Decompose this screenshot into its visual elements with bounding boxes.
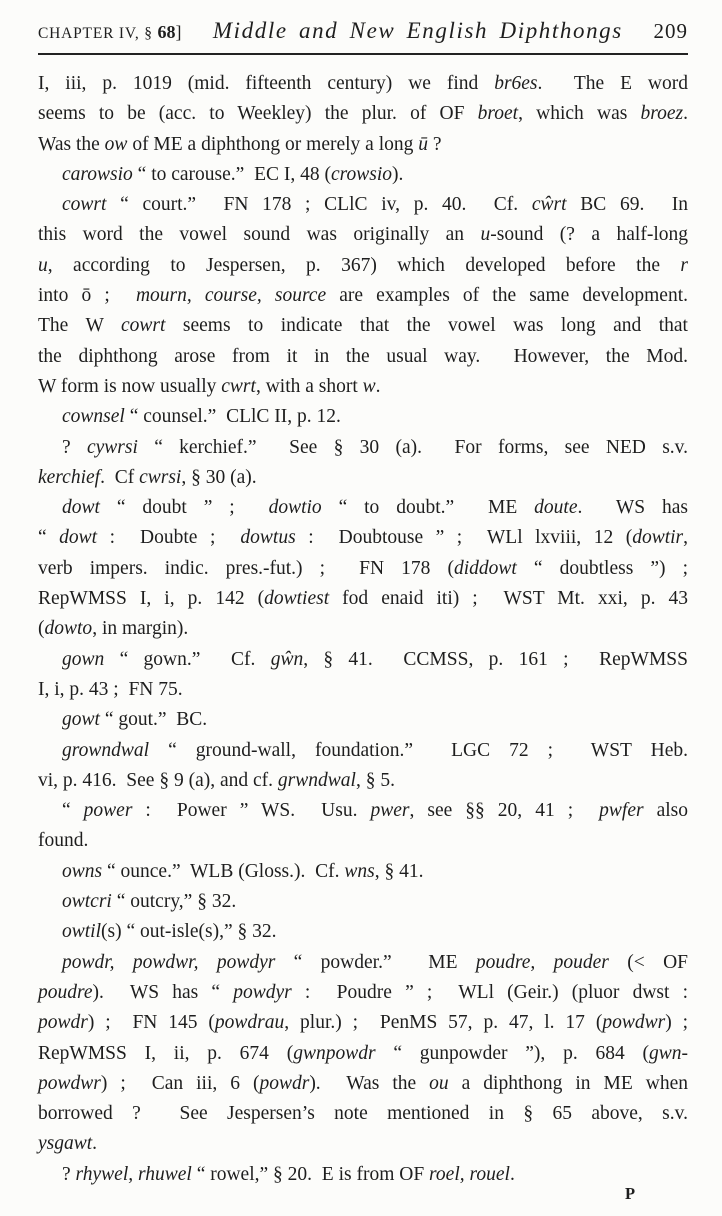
italic-text-segment: cownsel bbox=[62, 406, 125, 428]
text-segment: . bbox=[683, 103, 688, 125]
text-segment: “ kerchief.” See § 30 (a). For forms, see NED s.v. bbox=[137, 436, 689, 458]
text-segment: : Doubte ; bbox=[97, 527, 241, 549]
text-segment: fod enaid iti) ; WST Mt. xxi, p. 43 bbox=[329, 588, 688, 610]
chapter-label-text: CHAPTER IV, § bbox=[38, 25, 158, 42]
running-header bbox=[38, 18, 688, 44]
text-segment: ). Was the bbox=[309, 1072, 430, 1094]
text-line bbox=[38, 69, 688, 99]
text-segment: RepWMSS I, i, p. 142 ( bbox=[38, 588, 265, 610]
italic-text-segment: powdyr bbox=[233, 981, 292, 1003]
italic-text-segment: ow bbox=[104, 133, 128, 155]
text-line bbox=[38, 1129, 688, 1159]
text-segment: I, i, p. 43 ; FN 75. bbox=[38, 678, 183, 700]
text-line bbox=[38, 523, 688, 553]
page-title: Middle and New English Diphthongs bbox=[212, 18, 623, 43]
text-line bbox=[38, 1069, 688, 1099]
italic-text-segment: cŵrt bbox=[531, 194, 567, 216]
italic-text-segment: powdr bbox=[259, 1072, 310, 1094]
text-segment: “ powder.” ME bbox=[275, 951, 476, 973]
text-line bbox=[38, 584, 688, 614]
text-segment: “ gout.” BC. bbox=[99, 709, 208, 731]
text-segment: “ outcry,” § 32. bbox=[111, 891, 237, 913]
chapter-section-number: 68 bbox=[157, 22, 176, 42]
text-segment: seems to be (acc. to Weekley) the plur. of OF bbox=[38, 103, 478, 125]
chapter-label-bracket: ] bbox=[175, 22, 183, 42]
header-rule bbox=[38, 53, 688, 55]
italic-text-segment: dowtiest bbox=[264, 588, 330, 610]
text-segment: , which was bbox=[518, 103, 641, 125]
text-line bbox=[38, 493, 688, 523]
chapter-label bbox=[38, 22, 182, 43]
text-segment: RepWMSS I, ii, p. 674 ( bbox=[38, 1042, 294, 1064]
text-line bbox=[38, 463, 688, 493]
text-segment: , bbox=[683, 527, 689, 549]
italic-text-segment: ou bbox=[429, 1072, 449, 1094]
text-segment: into ō ; bbox=[38, 285, 136, 307]
italic-text-segment: cwrsi bbox=[139, 466, 182, 488]
text-segment: BC 69. In bbox=[566, 194, 688, 216]
text-line bbox=[38, 645, 688, 675]
text-segment: ? bbox=[62, 436, 87, 458]
italic-text-segment: doute bbox=[534, 497, 578, 519]
text-segment: seems to indicate that the vowel was long and that bbox=[165, 315, 688, 337]
italic-text-segment: ū bbox=[418, 133, 429, 155]
text-line bbox=[38, 281, 688, 311]
text-segment: verb impers. indic. pres.-fut.) ; FN 178 ( bbox=[38, 557, 454, 579]
italic-text-segment: dowto bbox=[44, 618, 93, 640]
italic-text-segment: mourn, course, source bbox=[135, 285, 327, 307]
signature-mark: P bbox=[625, 1184, 637, 1203]
text-segment: , § 41. CCMSS, p. 161 ; RepWMSS bbox=[303, 648, 688, 670]
text-line bbox=[38, 190, 688, 220]
italic-text-segment: cowrt bbox=[121, 315, 166, 337]
text-line bbox=[38, 887, 688, 917]
text-segment: a diphthong in ME when bbox=[448, 1072, 688, 1094]
italic-text-segment: roel, rouel bbox=[429, 1163, 510, 1185]
text-line bbox=[38, 160, 688, 190]
text-segment: “ bbox=[38, 527, 60, 549]
text-segment: of ME a diphthong or merely a long bbox=[127, 133, 419, 155]
text-segment: also bbox=[643, 800, 689, 822]
italic-text-segment: grwndwal bbox=[277, 769, 356, 791]
text-segment: . Cf bbox=[100, 466, 140, 488]
text-segment: . bbox=[92, 1133, 98, 1155]
text-segment: “ court.” FN 178 ; CLlC iv, p. 40. Cf. bbox=[106, 194, 532, 216]
text-line bbox=[38, 554, 688, 584]
text-segment: “ ounce.” WLB (Gloss.). Cf. bbox=[102, 860, 345, 882]
italic-text-segment: broez bbox=[640, 103, 684, 125]
italic-text-segment: gowt bbox=[62, 709, 100, 731]
italic-text-segment: owtcri bbox=[62, 891, 112, 913]
italic-text-segment: dowtio bbox=[268, 497, 322, 519]
text-segment: “ rowel,” § 20. E is from OF bbox=[191, 1163, 430, 1185]
italic-text-segment: cywrsi bbox=[86, 436, 138, 458]
italic-text-segment: powdr, powdwr, powdyr bbox=[62, 951, 276, 973]
italic-text-segment: r bbox=[680, 254, 688, 276]
italic-text-segment: growndwal bbox=[62, 739, 150, 761]
text-segment: the diphthong arose from it in the usual way. However, the Mod. bbox=[38, 345, 688, 367]
text-segment: , § 5. bbox=[355, 769, 395, 791]
text-segment: . WS has bbox=[577, 497, 688, 519]
text-line bbox=[38, 766, 688, 796]
text-segment: ) ; FN 145 ( bbox=[87, 1012, 215, 1034]
text-segment: ( bbox=[38, 618, 45, 640]
italic-text-segment: diddowt bbox=[454, 557, 517, 579]
text-segment: ? bbox=[62, 1163, 76, 1185]
italic-text-segment: ysgawt bbox=[38, 1133, 93, 1155]
text-segment: ) ; Can iii, 6 ( bbox=[100, 1072, 260, 1094]
text-segment: “ doubt ” ; bbox=[99, 497, 269, 519]
text-segment: ) ; bbox=[665, 1012, 688, 1034]
text-line bbox=[38, 948, 688, 978]
italic-text-segment: dowt bbox=[59, 527, 98, 549]
text-segment: found. bbox=[38, 830, 89, 852]
text-line bbox=[38, 1008, 688, 1038]
page-number: 209 bbox=[653, 19, 688, 43]
text-segment: W form is now usually bbox=[38, 375, 222, 397]
text-segment: : Doubtouse ” ; WLl lxviii, 12 ( bbox=[295, 527, 633, 549]
text-line bbox=[38, 251, 688, 281]
text-segment: are examples of the same development. bbox=[326, 285, 688, 307]
text-segment: (< OF bbox=[608, 951, 689, 973]
text-segment: , with a short bbox=[255, 375, 363, 397]
text-segment: , plur.) ; PenMS 57, p. 47, l. 17 ( bbox=[284, 1012, 603, 1034]
text-line bbox=[38, 614, 688, 644]
text-segment: “ to doubt.” ME bbox=[321, 497, 535, 519]
text-line bbox=[38, 372, 688, 402]
text-segment: , see §§ 20, 41 ; bbox=[409, 800, 600, 822]
text-segment: this word the vowel sound was originally an bbox=[38, 224, 481, 246]
text-line bbox=[38, 1160, 688, 1190]
text-line bbox=[38, 978, 688, 1008]
text-segment: , § 41. bbox=[374, 860, 424, 882]
text-segment: “ bbox=[62, 800, 84, 822]
text-line bbox=[38, 675, 688, 705]
text-segment: “ gown.” Cf. bbox=[104, 648, 271, 670]
text-segment: “ ground-wall, foundation.” LGC 72 ; WST Heb. bbox=[149, 739, 688, 761]
text-segment: (s) “ out-isle(s),” § 32. bbox=[101, 921, 277, 943]
text-line bbox=[38, 705, 688, 735]
italic-text-segment: carowsio bbox=[62, 163, 133, 185]
text-line bbox=[38, 220, 688, 250]
italic-text-segment: u bbox=[480, 224, 491, 246]
italic-text-segment: powdwr bbox=[38, 1072, 101, 1094]
text-segment: I, iii, p. 1019 (mid. fifteenth century) we find bbox=[38, 73, 495, 94]
text-segment: vi, p. 416. See § 9 (a), and cf. bbox=[38, 769, 278, 791]
text-line bbox=[38, 826, 688, 856]
italic-text-segment: poudre, pouder bbox=[475, 951, 609, 973]
text-segment: . The E word bbox=[537, 73, 688, 94]
text-segment: -sound (? a half-long bbox=[490, 224, 688, 246]
text-segment: . bbox=[509, 1163, 515, 1185]
text-line bbox=[38, 796, 688, 826]
italic-text-segment: crowsio bbox=[330, 163, 393, 185]
text-line bbox=[38, 917, 688, 947]
text-line bbox=[38, 1099, 688, 1129]
italic-text-segment: powdrau bbox=[214, 1012, 285, 1034]
text-segment: “ gunpowder ”), p. 684 ( bbox=[375, 1042, 649, 1064]
text-line bbox=[38, 311, 688, 341]
text-segment: , § 30 (a). bbox=[181, 466, 257, 488]
italic-text-segment: owtil bbox=[62, 921, 102, 943]
italic-text-segment: cowrt bbox=[62, 194, 107, 216]
italic-text-segment: pwfer bbox=[599, 800, 644, 822]
italic-text-segment: w bbox=[362, 375, 376, 397]
italic-text-segment: kerchief bbox=[38, 466, 101, 488]
italic-text-segment: wns bbox=[344, 860, 375, 882]
italic-text-segment: gwnpowdr bbox=[293, 1042, 376, 1064]
text-segment: , in margin). bbox=[92, 618, 189, 640]
italic-text-segment: gŵn bbox=[270, 648, 304, 670]
text-segment: ? bbox=[428, 133, 442, 155]
italic-text-segment: gown bbox=[62, 648, 105, 670]
text-line bbox=[38, 736, 688, 766]
italic-text-segment: power bbox=[83, 800, 133, 822]
italic-text-segment: rhywel, rhuwel bbox=[75, 1163, 192, 1185]
text-segment: : Power ” WS. Usu. bbox=[132, 800, 371, 822]
italic-text-segment: br6es bbox=[494, 73, 538, 94]
text-segment: “ counsel.” CLlC II, p. 12. bbox=[124, 406, 341, 428]
italic-text-segment: powdr bbox=[38, 1012, 88, 1034]
text-segment: . bbox=[375, 375, 381, 397]
italic-text-segment: gwn- bbox=[649, 1042, 688, 1064]
text-segment: borrowed ? See Jespersen’s note mentioned in § 65 above, s.v. bbox=[38, 1103, 688, 1125]
text-segment: , according to Jespersen, p. 367) which developed before the bbox=[47, 254, 681, 276]
text-line bbox=[38, 433, 688, 463]
text-segment: Was the bbox=[38, 133, 105, 155]
italic-text-segment: u bbox=[38, 254, 48, 276]
italic-text-segment: dowt bbox=[62, 497, 100, 519]
text-segment: ). WS has “ bbox=[92, 981, 234, 1003]
text-line bbox=[38, 402, 688, 432]
text-segment: “ doubtless ”) ; bbox=[516, 557, 689, 579]
text-line bbox=[38, 1039, 688, 1069]
text-segment: “ to carouse.” EC I, 48 ( bbox=[132, 163, 331, 185]
text-line bbox=[38, 857, 688, 887]
italic-text-segment: poudre bbox=[38, 981, 93, 1003]
italic-text-segment: owns bbox=[62, 860, 103, 882]
italic-text-segment: dowtus bbox=[240, 527, 296, 549]
text-line bbox=[38, 99, 688, 129]
italic-text-segment: dowtir bbox=[632, 527, 684, 549]
italic-text-segment: powdwr bbox=[602, 1012, 666, 1034]
italic-text-segment: pwer bbox=[370, 800, 410, 822]
text-line bbox=[38, 130, 688, 160]
text-segment: ). bbox=[392, 163, 404, 185]
text-segment: : Poudre ” ; WLl (Geir.) (pluor dwst : bbox=[291, 981, 689, 1003]
italic-text-segment: broet bbox=[477, 103, 519, 125]
text-segment: The W bbox=[38, 315, 121, 337]
text-line bbox=[38, 342, 688, 372]
italic-text-segment: cwrt bbox=[221, 375, 256, 397]
page-body bbox=[38, 69, 688, 1190]
